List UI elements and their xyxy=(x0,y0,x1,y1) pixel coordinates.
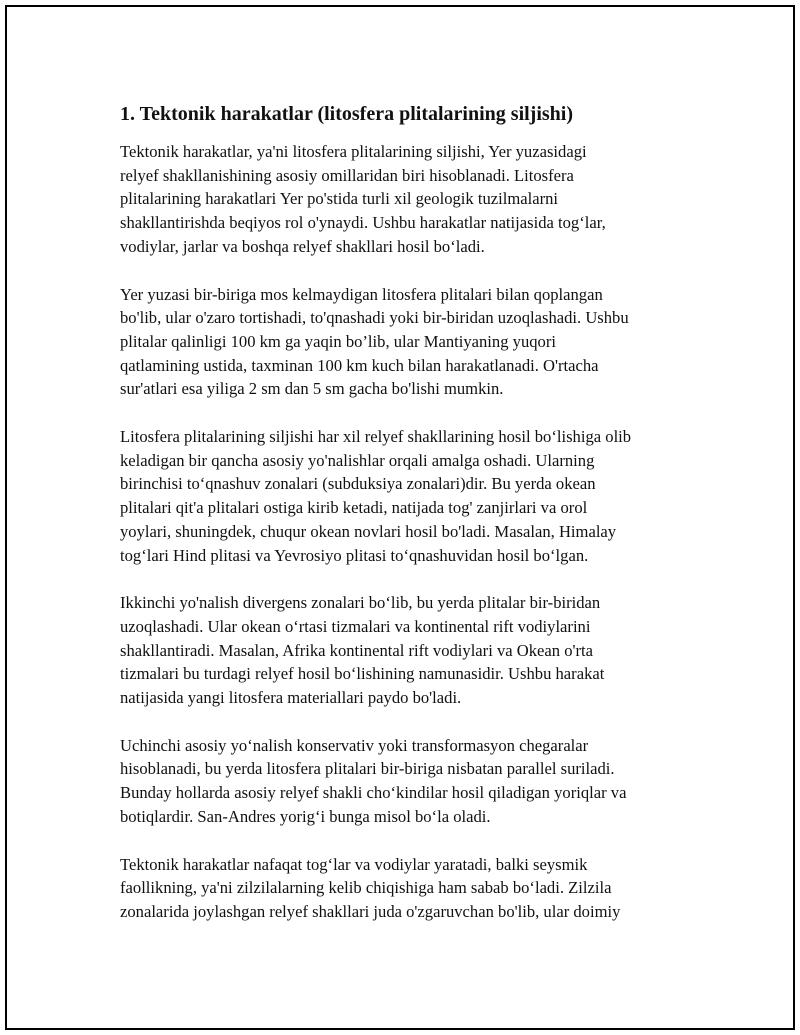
text-line: vodiylar, jarlar va boshqa relyef shakllari hosil bo‘ladi. xyxy=(120,236,485,256)
text-line: botiqlardir. San-Andres yorig‘i bunga misol bo‘la oladi. xyxy=(120,806,491,826)
text-line: zonalarida joylashgan relyef shakllari juda o'zgaruvchan bo'lib, ular doimiy xyxy=(120,901,621,921)
text-line: plitalari qit'a plitalari ostiga kirib ketadi, natijada tog' zanjirlari va orol xyxy=(120,498,588,518)
text-line: sur'atlari esa yiliga 2 sm dan 5 sm gacha bo'lishi mumkin. xyxy=(120,379,504,399)
text-line: uzoqlashadi. Ular okean o‘rtasi tizmalari va kontinental rift vodiylarini xyxy=(120,616,591,636)
text-line: plitalar qalinligi 100 km ga yaqin bo’lib, ular Mantiyaning yuqori xyxy=(120,331,556,351)
page-frame xyxy=(5,5,795,1030)
paragraph xyxy=(120,591,700,710)
text-line: Yer yuzasi bir-biriga mos kelmaydigan litosfera plitalari bilan qoplangan xyxy=(120,284,603,304)
text-line: faollikning, ya'ni zilzilalarning kelib chiqishiga ham sabab bo‘ladi. Zilzila xyxy=(120,878,612,898)
text-line: natijasida yangi litosfera materiallari paydo bo'ladi. xyxy=(120,688,462,708)
text-line: shakllantirishda beqiyos rol o'ynaydi. Ushbu harakatlar natijasida tog‘lar, xyxy=(120,213,606,233)
text-line: yoylari, shuningdek, chuqur okean novlari hosil bo'ladi. Masalan, Himalay xyxy=(120,521,617,541)
text-line: Bunday hollarda asosiy relyef shakli cho‘kindilar hosil qiladigan yoriqlar va xyxy=(120,783,627,803)
text-line: qatlamining ustida, taxminan 100 km kuch bilan harakatlanadi. O'rtacha xyxy=(120,355,599,375)
text-line: Litosfera plitalarining siljishi har xil relyef shakllarining hosil bo‘lishiga olib xyxy=(120,427,632,447)
text-line: Tektonik harakatlar nafaqat tog‘lar va vodiylar yaratadi, balki seysmik xyxy=(120,854,588,874)
document-body xyxy=(120,101,700,948)
paragraph xyxy=(120,425,700,567)
text-line: shakllantiradi. Masalan, Afrika kontinental rift vodiylari va Okean o'rta xyxy=(120,640,594,660)
text-line: relyef shakllanishining asosiy omillaridan biri hisoblanadi. Litosfera xyxy=(120,165,574,185)
text-line: Tektonik harakatlar, ya'ni litosfera plitalarining siljishi, Yer yuzasidagi xyxy=(120,142,587,161)
section-heading: 1. Tektonik harakatlar (litosfera plitalarining siljishi) xyxy=(120,103,574,125)
paragraph xyxy=(120,140,700,259)
text-line: Uchinchi asosiy yo‘nalish konservativ yoki transformasyon chegaralar xyxy=(120,735,589,755)
paragraph xyxy=(120,853,700,924)
text-line: bo'lib, ular o'zaro tortishadi, to'qnashadi yoki bir-biridan uzoqlashadi. Ushbu xyxy=(120,308,629,328)
text-line: tog‘lari Hind plitasi va Yevrosiyo plitasi to‘qnashuvidan hosil bo‘lgan. xyxy=(120,545,589,565)
text-line: tizmalari bu turdagi relyef hosil bo‘lishining namunasidir. Ushbu harakat xyxy=(120,664,605,684)
text-line: Ikkinchi yo'nalish divergens zonalari bo‘lib, bu yerda plitalar bir-biridan xyxy=(120,593,601,613)
paragraph xyxy=(120,734,700,829)
text-line: keladigan bir qancha asosiy yo'nalishlar orqali amalga oshadi. Ularning xyxy=(120,450,595,470)
paragraph xyxy=(120,283,700,402)
text-line: hisoblanadi, bu yerda litosfera plitalari bir-biriga nisbatan parallel suriladi. xyxy=(120,759,615,779)
text-line: birinchisi to‘qnashuv zonalari (subduksiya zonalari)dir. Bu yerda okean xyxy=(120,474,596,494)
text-line: plitalarining harakatlari Yer po'stida turli xil geologik tuzilmalarni xyxy=(120,189,559,209)
